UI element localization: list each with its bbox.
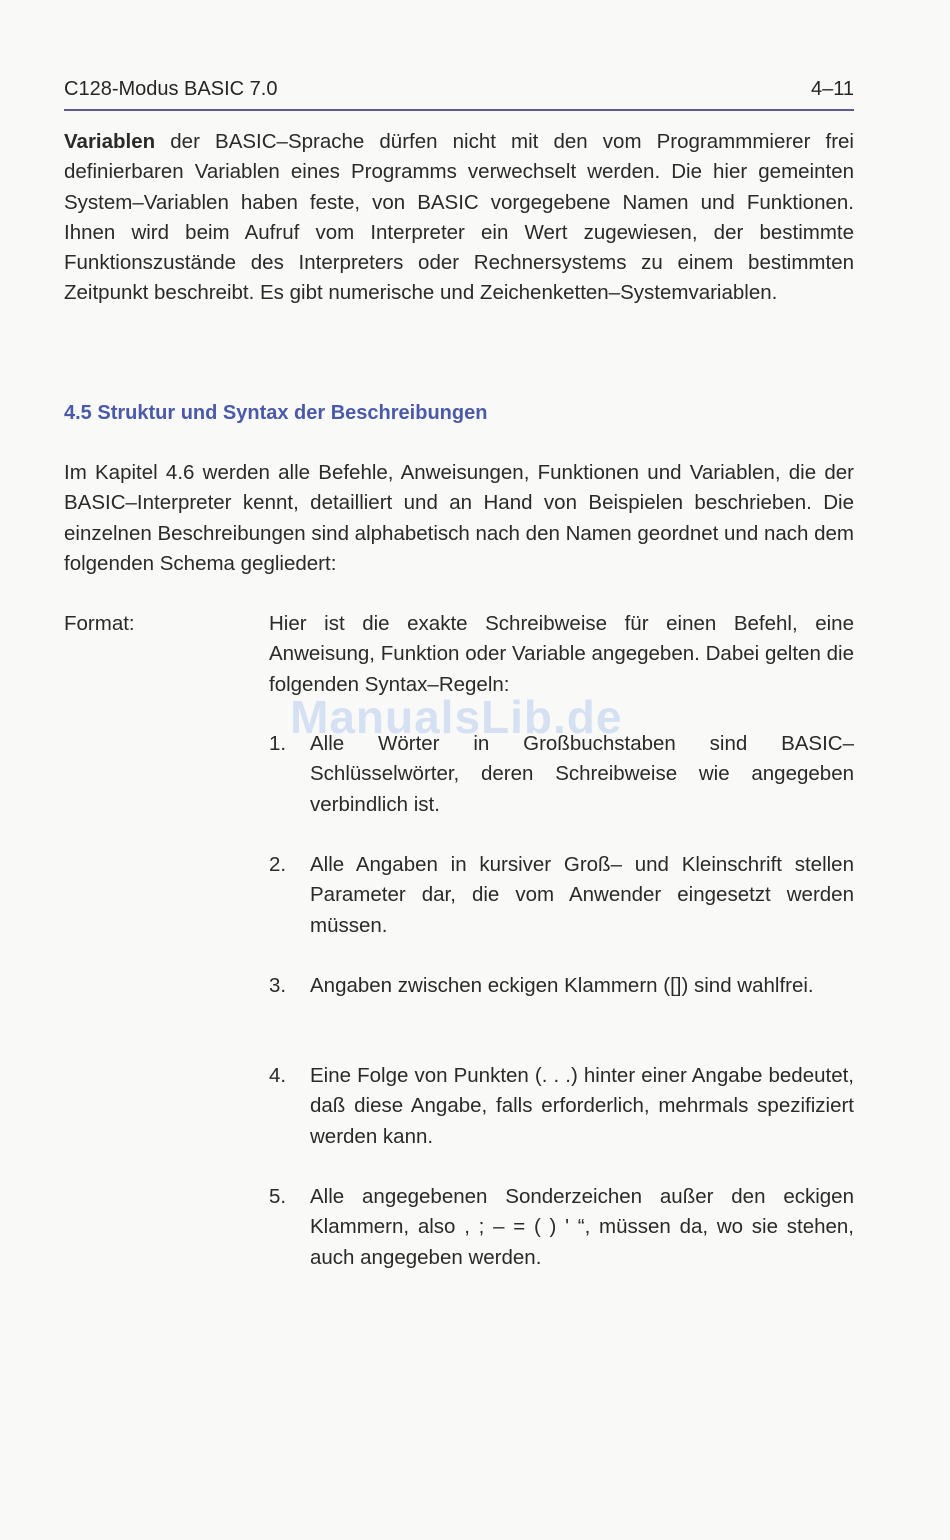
format-label: Format:: [64, 612, 135, 635]
rule-number: 4.: [269, 1064, 287, 1087]
format-description: Hier ist die exakte Schreibweise für einen Befehl, eine Anweisung, Funktion oder Variable angegeben. Dabei gelten die folgenden Syntax–Regeln:: [269, 612, 854, 696]
intro-text: der BASIC–Sprache dürfen nicht mit den vom Programmmierer frei definierbaren Variablen eines Programms verwechselt werden. Die hier gemeinten System–Variablen haben feste, von BASIC vorgegebene Namen und Funktionen. Ihnen wird beim Aufruf vom Interpreter ein Wert zugewiesen, der bestimmte Funktionszustände des Interpreters oder Rechnersystems zu einem bestimmten Zeitpunkt beschreibt. Es gibt numerische und Zeichenketten–Systemvariablen.: [64, 130, 854, 305]
rule-text: Alle angegebenen Sonderzeichen außer den eckigen Klammern, also , ; – = ( ) ' “, müssen da, wo sie stehen, auch angegeben werden.: [310, 1185, 854, 1269]
watermark: ManualsLib.de: [290, 691, 623, 743]
intro-bold-term: Variablen: [64, 130, 156, 153]
rule-text: Alle Angaben in kursiver Groß– und Kleinschrift stellen Parameter dar, die vom Anwender eingesetzt werden müssen.: [310, 853, 854, 937]
page-header: [64, 76, 854, 102]
syntax-rule-5: [269, 1182, 854, 1273]
section-paragraph: Im Kapitel 4.6 werden alle Befehle, Anweisungen, Funktionen und Variablen, die der BASIC–Interpreter kennt, detailliert und an Hand von Beispielen beschrieben. Die einzelnen Beschreibungen sind alphabetisch nach den Namen geordnet und nach dem folgenden Schema gegliedert:: [64, 461, 854, 575]
syntax-rule-4: [269, 1061, 854, 1152]
rule-number: 5.: [269, 1185, 287, 1208]
header-rule: [64, 109, 854, 111]
section-heading: 4.5 Struktur und Syntax der Beschreibungen: [64, 402, 488, 424]
rule-number: 3.: [269, 974, 287, 997]
rule-text: Eine Folge von Punkten (. . .) hinter einer Angabe bedeutet, daß diese Angabe, falls erforderlich, mehrmals spezifiziert werden kann.: [310, 1064, 854, 1148]
rule-number: 1.: [269, 732, 287, 755]
rule-text: Alle Wörter in Großbuchstaben sind BASIC–Schlüsselwörter, deren Schreibweise wie angegeben verbindlich ist.: [310, 732, 854, 816]
running-title: C128-Modus BASIC 7.0: [64, 78, 278, 100]
intro-paragraph: [64, 127, 854, 309]
rule-number: 2.: [269, 853, 287, 876]
rule-text: Angaben zwischen eckigen Klammern ([]) sind wahlfrei.: [310, 974, 814, 997]
syntax-rule-2: [269, 850, 854, 941]
syntax-rule-3: [269, 971, 854, 1001]
page-number: 4–11: [810, 78, 854, 100]
syntax-rule-1: [269, 729, 854, 820]
